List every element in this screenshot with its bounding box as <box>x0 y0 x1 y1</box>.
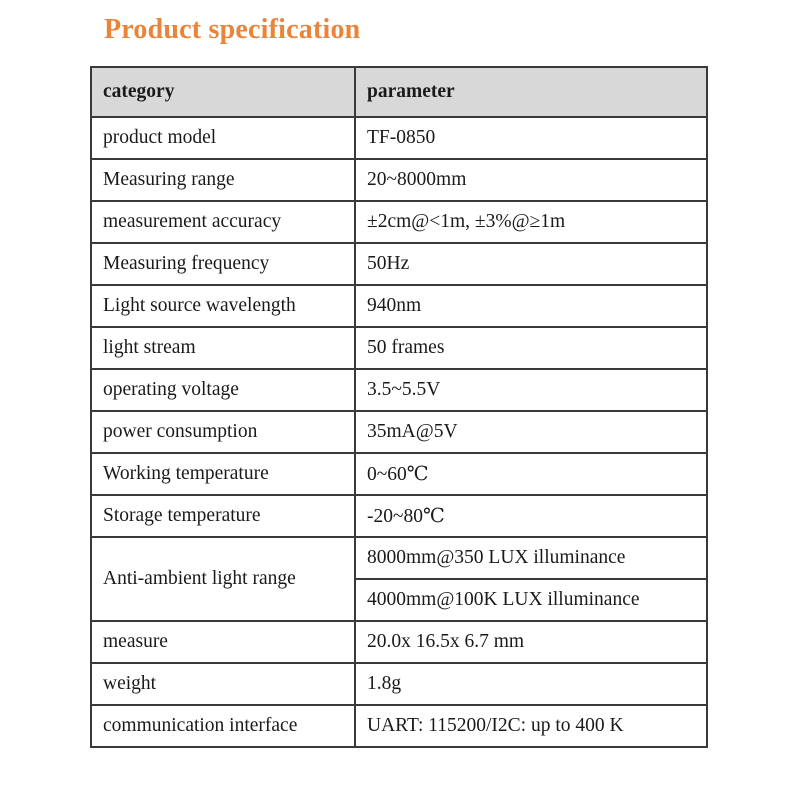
spec-table <box>90 66 708 748</box>
table-row <box>91 537 707 579</box>
row-value: UART: 115200/I2C: up to 400 K <box>355 705 707 747</box>
row-category: Measuring range <box>91 159 355 201</box>
table-header-row <box>91 67 707 117</box>
row-category: Light source wavelength <box>91 285 355 327</box>
row-category: Working temperature <box>91 453 355 495</box>
row-value: ±2cm@<1m, ±3%@≥1m <box>355 201 707 243</box>
row-value: 35mA@5V <box>355 411 707 453</box>
table-row <box>91 663 707 705</box>
header-category: category <box>91 67 355 117</box>
row-category: light stream <box>91 327 355 369</box>
row-category: measurement accuracy <box>91 201 355 243</box>
row-category: measure <box>91 621 355 663</box>
row-category: power consumption <box>91 411 355 453</box>
header-parameter: parameter <box>355 67 707 117</box>
row-category: communication interface <box>91 705 355 747</box>
row-category: weight <box>91 663 355 705</box>
row-value: 1.8g <box>355 663 707 705</box>
row-category: product model <box>91 117 355 159</box>
table-row <box>91 495 707 537</box>
page-title: Product specification <box>104 14 361 45</box>
row-value: 8000mm@350 LUX illuminance <box>355 537 707 579</box>
table-row <box>91 159 707 201</box>
row-category: Anti-ambient light range <box>91 537 355 621</box>
row-category: operating voltage <box>91 369 355 411</box>
table-row <box>91 621 707 663</box>
row-value: TF-0850 <box>355 117 707 159</box>
table-row <box>91 705 707 747</box>
row-value: 4000mm@100K LUX illuminance <box>355 579 707 621</box>
row-category: Storage temperature <box>91 495 355 537</box>
row-value: 50Hz <box>355 243 707 285</box>
row-value: -20~80℃ <box>355 495 707 537</box>
row-value: 20.0x 16.5x 6.7 mm <box>355 621 707 663</box>
row-category: Measuring frequency <box>91 243 355 285</box>
table-row <box>91 201 707 243</box>
row-value: 3.5~5.5V <box>355 369 707 411</box>
table-row <box>91 411 707 453</box>
table-row <box>91 243 707 285</box>
table-row <box>91 327 707 369</box>
row-value: 50 frames <box>355 327 707 369</box>
table-row <box>91 117 707 159</box>
table-row <box>91 369 707 411</box>
table-row <box>91 285 707 327</box>
table-row <box>91 453 707 495</box>
row-value: 940nm <box>355 285 707 327</box>
row-value: 20~8000mm <box>355 159 707 201</box>
row-value: 0~60℃ <box>355 453 707 495</box>
